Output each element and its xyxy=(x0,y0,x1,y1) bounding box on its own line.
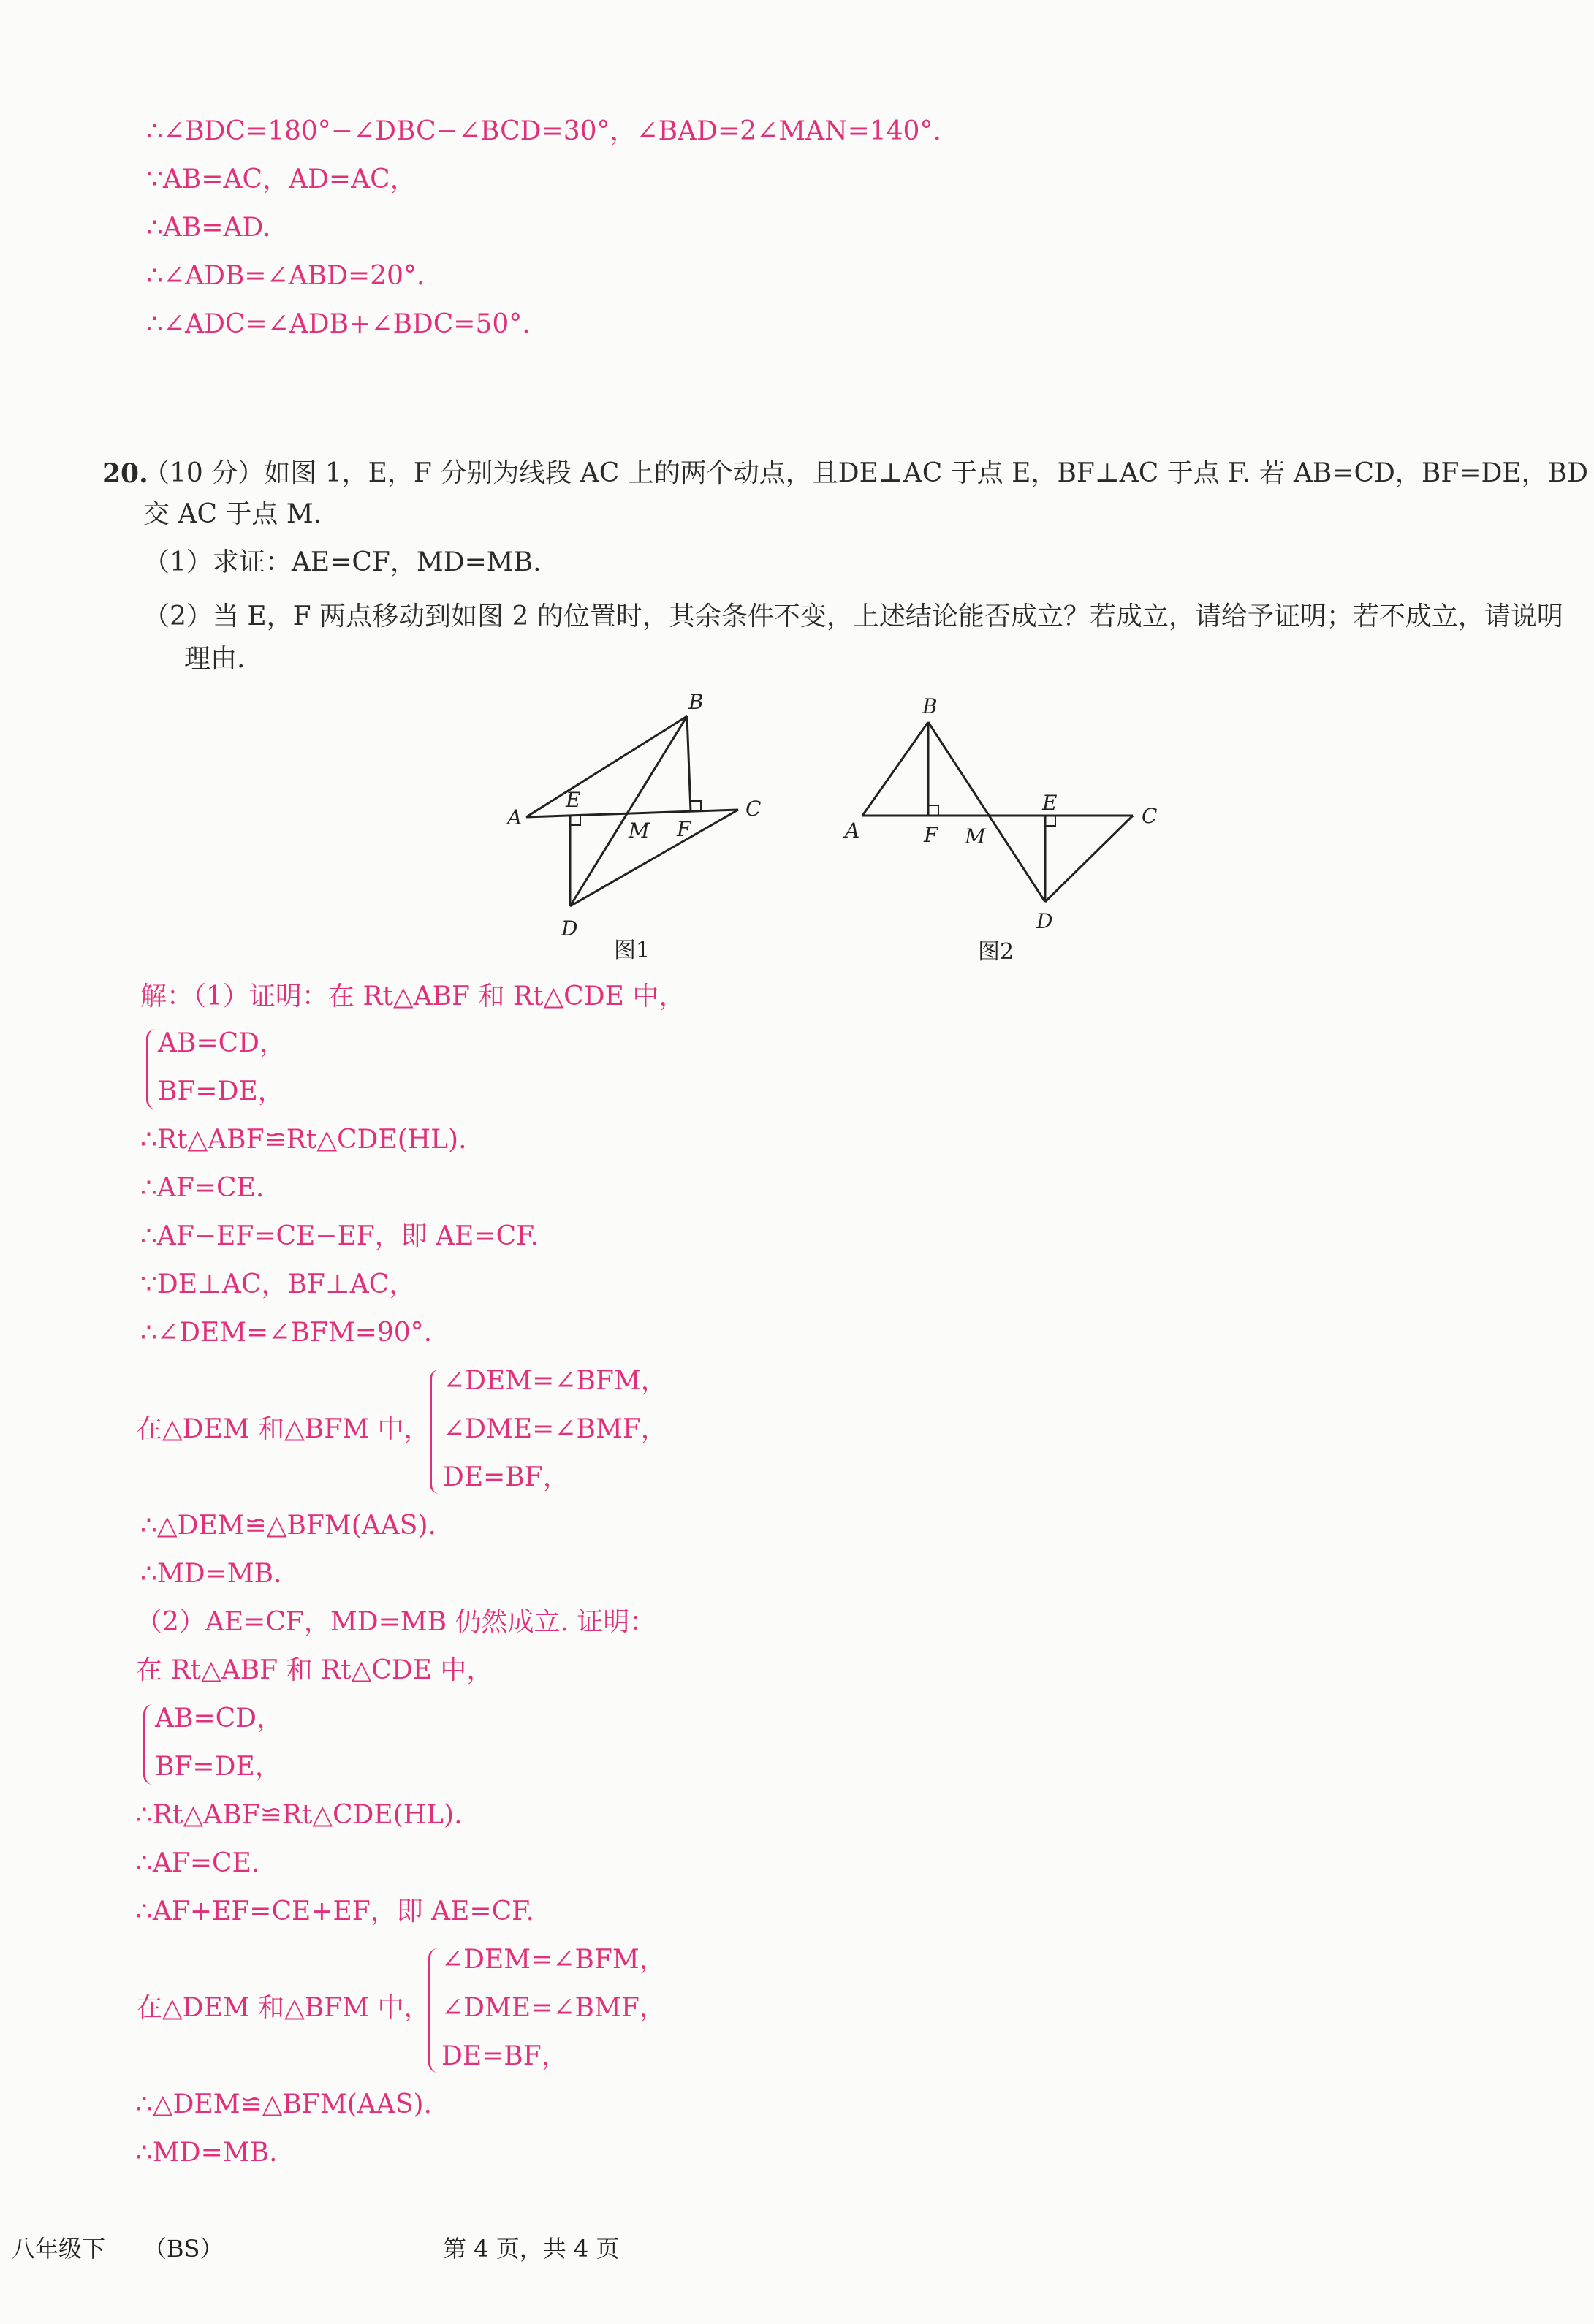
fig1-right-angle-f xyxy=(691,801,701,811)
solution-triangles-intro: 在△DEM 和△BFM 中， xyxy=(136,1414,430,1444)
prev-solution-line-3: ∴AB=AD. xyxy=(146,213,271,243)
fig2-segment-ab xyxy=(862,722,928,816)
fig1-caption: 图1 xyxy=(614,938,650,963)
solution-brace-2-line-2: ∠DME=∠BMF， xyxy=(443,1414,667,1444)
prev-solution-line-1: ∴∠BDC=180°−∠DBC−∠BCD=30°，∠BAD=2∠MAN=140°. xyxy=(146,116,941,146)
solution-part-2-ae-cf: ∴AF+EF=CE+EF，即 AE=CF. xyxy=(136,1896,534,1926)
solution-step-perpendicular: ∵DE⊥AC，BF⊥AC， xyxy=(140,1269,416,1299)
fig1-segment-ac xyxy=(526,810,738,817)
solution-part-2-af-ce: ∴AF=CE. xyxy=(136,1848,260,1878)
fig1-label-a: A xyxy=(507,805,523,829)
solution-part-2-brace-1 xyxy=(143,1704,153,1785)
footer-grade: 八年级下 xyxy=(12,2235,106,2263)
fig1-label-e: E xyxy=(566,788,581,812)
solution-part-2-brace-2-line-2: ∠DME=∠BMF， xyxy=(441,1993,666,2023)
fig2-right-angle-e xyxy=(1045,816,1055,826)
figure-1 xyxy=(497,687,775,965)
prev-solution-line-5: ∴∠ADC=∠ADB+∠BDC=50°. xyxy=(146,309,531,339)
solution-part-2-brace-1-line-1: AB=CD， xyxy=(155,1704,284,1733)
fig1-label-f: F xyxy=(677,817,691,841)
footer-edition: （BS） xyxy=(143,2235,224,2263)
solution-step-right-angles: ∴∠DEM=∠BFM=90°. xyxy=(140,1318,433,1348)
question-part-2-line-2: 理由. xyxy=(184,644,246,674)
figure-2 xyxy=(833,687,1169,965)
solution-step-af-ce: ∴AF=CE. xyxy=(140,1173,265,1203)
fig2-label-a: A xyxy=(845,819,860,843)
question-line-2: 交 AC 于点 M. xyxy=(143,499,322,529)
solution-part-2-intro: （2）AE=CF，MD=MB 仍然成立. 证明： xyxy=(136,1607,656,1637)
fig2-segment-dc xyxy=(1045,816,1133,902)
solution-step-ae-cf: ∴AF−EF=CE−EF，即 AE=CF. xyxy=(140,1221,539,1251)
solution-brace-1-line-2: BF=DE， xyxy=(158,1076,284,1106)
solution-intro: 解：（1）证明：在 Rt△ABF 和 Rt△CDE 中， xyxy=(140,981,686,1011)
fig1-label-c: C xyxy=(745,797,762,821)
fig2-label-b: B xyxy=(922,694,938,718)
question-part-2-line-1: （2）当 E，F 两点移动到如图 2 的位置时，其余条件不变，上述结论能否成立？若成立，请给予证明；若不成立，请说明 xyxy=(143,601,1563,631)
solution-part-2-triangles: 在 Rt△ABF 和 Rt△CDE 中， xyxy=(136,1655,493,1685)
solution-part-2-md-mb: ∴MD=MB. xyxy=(136,2138,278,2168)
question-number: 20. xyxy=(102,458,148,489)
fig1-label-d: D xyxy=(561,916,578,941)
fig1-label-m: M xyxy=(629,819,650,843)
fig2-caption: 图2 xyxy=(978,939,1014,965)
solution-part-2-congruent-aas: ∴△DEM≌△BFM(AAS). xyxy=(136,2089,432,2119)
question-part-1: （1）求证：AE=CF，MD=MB. xyxy=(143,547,542,577)
solution-part-2-brace-2-line-3: DE=BF， xyxy=(441,2041,568,2071)
fig1-label-b: B xyxy=(688,690,704,714)
solution-step-md-mb: ∴MD=MB. xyxy=(140,1559,282,1589)
solution-part-2-congruent-hl: ∴Rt△ABF≌Rt△CDE(HL). xyxy=(136,1800,463,1830)
fig2-right-angle-f xyxy=(928,805,938,816)
footer-page-number: 第 4 页，共 4 页 xyxy=(443,2235,620,2263)
fig1-segment-ab xyxy=(526,716,687,817)
fig2-label-f: F xyxy=(924,823,938,847)
fig2-segment-bd xyxy=(928,722,1045,902)
solution-step-congruent-aas: ∴△DEM≌△BFM(AAS). xyxy=(140,1511,436,1541)
prev-solution-line-4: ∴∠ADB=∠ABD=20°. xyxy=(146,261,425,291)
fig1-segment-bf xyxy=(687,716,691,811)
solution-brace-1 xyxy=(146,1029,156,1109)
prev-solution-line-2: ∵AB=AC，AD=AC， xyxy=(146,164,417,194)
solution-step-congruent-hl: ∴Rt△ABF≌Rt△CDE(HL). xyxy=(140,1125,467,1155)
solution-part-2-brace-1-line-2: BF=DE， xyxy=(155,1752,281,1782)
fig2-label-m: M xyxy=(965,824,986,848)
fig2-label-d: D xyxy=(1036,909,1053,933)
solution-brace-1-line-1: AB=CD， xyxy=(158,1028,286,1058)
solution-brace-2-line-3: DE=BF， xyxy=(443,1462,569,1492)
fig2-label-e: E xyxy=(1042,791,1058,815)
solution-part-2-brace-2-line-1: ∠DEM=∠BFM， xyxy=(441,1945,666,1975)
solution-part-2-brace-2 xyxy=(428,1948,438,2073)
solution-part-2-triangles-intro: 在△DEM 和△BFM 中， xyxy=(136,1993,430,2023)
solution-brace-2 xyxy=(430,1370,439,1494)
fig2-label-c: C xyxy=(1142,804,1158,828)
solution-brace-2-line-1: ∠DEM=∠BFM， xyxy=(443,1366,667,1396)
fig1-segment-dc xyxy=(570,810,738,906)
question-line-1: （10 分）如图 1，E，F 分别为线段 AC 上的两个动点，且DE⊥AC 于点 E，BF⊥AC 于点 F. 若 AB=CD，BF=DE，BD xyxy=(143,458,1588,488)
